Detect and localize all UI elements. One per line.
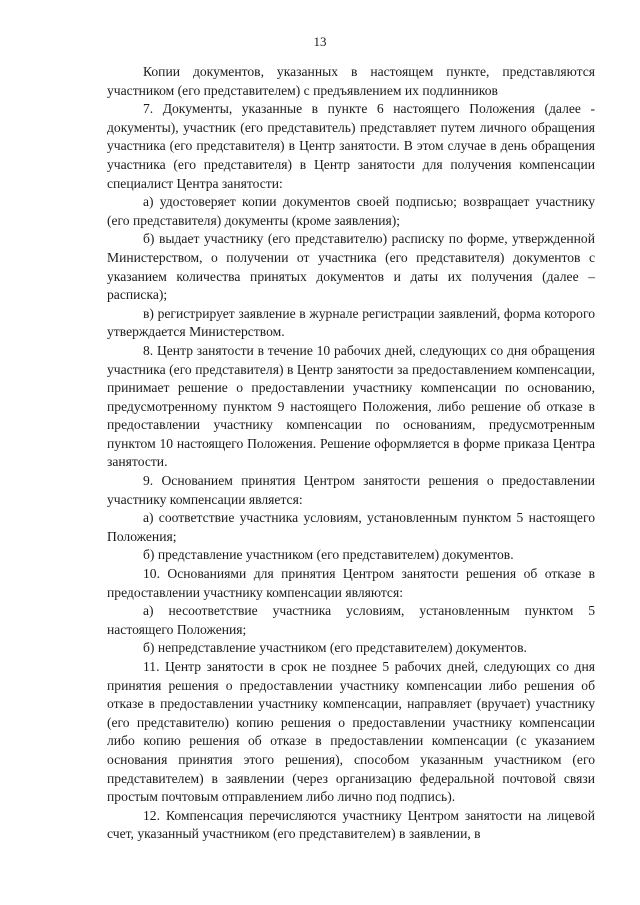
page-number: 13 — [313, 34, 327, 49]
paragraph-copies-note: Копии документов, указанных в настоящем пункте, представляются участником (его представителем) с предъявлением их подлинников — [107, 64, 595, 98]
paragraph-item-7v: в) регистрирует заявление в журнале регистрации заявлений, форма которого утверждается Министерством. — [107, 305, 595, 340]
paragraph-item-12: 12. Компенсация перечисляются участнику Центром занятости на лицевой счет, указанный участником (его представителем) в заявлении, в — [107, 807, 595, 842]
paragraph-item-7b: б) выдает участнику (его представителю) расписку по форме, утвержденной Министерством, о получении от участника (его представителя) документов с указанием количества принятых документов и даты их получения (далее – расписка); — [107, 231, 595, 303]
paragraph-item-8: 8. Центр занятости в течение 10 рабочих дней, следующих со дня обращения участника (его представителя) в Центр занятости за предоставлением компенсации, принимает решение о предоставлении участнику компенсации по основанию, предусмотренному пунктом 9 настоящего Положения, либо решение об отказе в предоставлении участнику компенсации по основаниям, предусмотренным пунктом 10 настоящего Положения. Решение оформляется в форме приказа Центра занятости. — [107, 342, 595, 470]
paragraph-item-10b: б) непредставление участником (его представителем) документов. — [143, 640, 527, 656]
paragraph-item-7a: а) удостоверяет копии документов своей подписью; возвращает участнику (его представителя) документы (кроме заявления); — [107, 194, 595, 228]
paragraph-item-9a: а) соответствие участника условиям, установленным пунктом 5 настоящего Положения; — [107, 510, 595, 544]
paragraph-item-9b: б) представление участником (его представителем) документов. — [143, 547, 514, 563]
paragraph-item-7: 7. Документы, указанные в пункте 6 настоящего Положения (далее - документы), участник (его представитель) представляет путем личного обращения участника (его представителя) в Центр занятости. В этом случае в день обращения участника (его представителя) в Центр занятости для получения компенсации специалист Центра занятости: — [107, 101, 595, 191]
document-body — [107, 63, 595, 844]
paragraph-item-10: 10. Основаниями для принятия Центром занятости решения об отказе в предоставлении участнику компенсации являются: — [107, 566, 595, 600]
paragraph-item-11: 11. Центр занятости в срок не позднее 5 рабочих дней, следующих со дня принятия решения о предоставлении участнику компенсации либо решения об отказе в предоставлении участнику компенсации, направляет (вручает) участнику (его представителю) копию решения о предоставлении участнику компенсации либо копию решения об отказе в предоставлении компенсации (с указанием основания принятия этого решения), способом указанным участником (его представителем) в заявлении (через организацию федеральной почтовой связи простым почтовым отправлением либо лично под подпись). — [107, 659, 595, 805]
paragraph-item-9: 9. Основанием принятия Центром занятости решения о предоставлении участнику компенсации является: — [107, 473, 595, 507]
paragraph-item-10a: а) несоответствие участника условиям, установленным пунктом 5 настоящего Положения; — [107, 603, 595, 637]
